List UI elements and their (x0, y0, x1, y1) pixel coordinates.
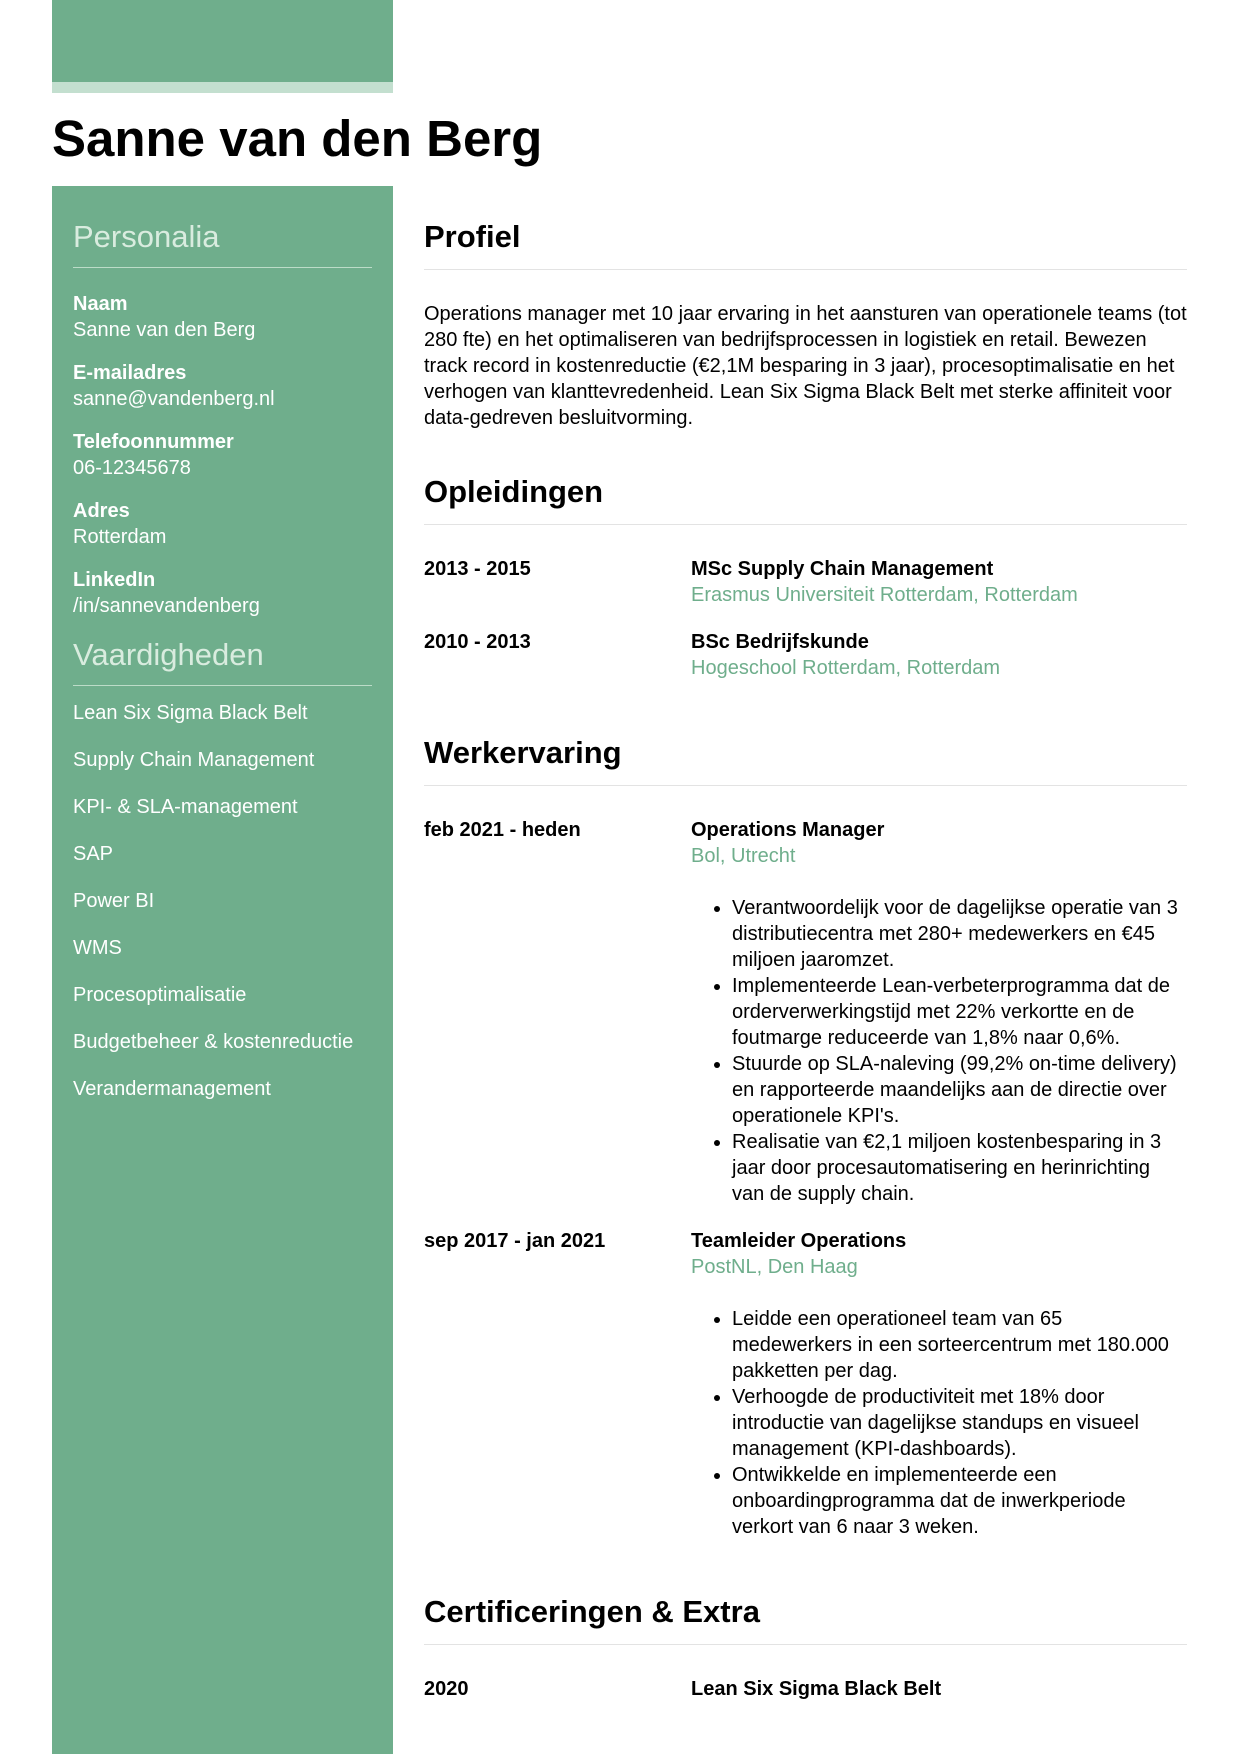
company-name: Bol, Utrecht (691, 845, 796, 867)
achievement-item: • Ontwikkelde en implementeerde een onboardingprogramma dat de inwerkperiode verkort van 6 naar 3 weken. (732, 1462, 1187, 1540)
achievement-item: • Stuurde op SLA-naleving (99,2% on-time delivery) en rapporteerde maandelijks aan de directie over operationele KPI's. (732, 1051, 1187, 1129)
skill-item: Verandermanagement (73, 1078, 271, 1100)
personal-label: E-mailadres (73, 362, 187, 384)
achievement-list (691, 895, 1187, 1207)
skill-item: KPI- & SLA-management (73, 796, 298, 818)
profile-section (424, 186, 1187, 431)
sidebar (52, 186, 393, 1754)
personal-item-linkedin (73, 567, 372, 619)
job-title: Operations Manager (691, 819, 885, 841)
personal-label: Adres (73, 500, 130, 522)
entry-body (691, 1676, 1187, 1702)
entry-date: feb 2021 - heden (424, 819, 581, 841)
personal-item-phone (73, 429, 372, 481)
header-accent-strip (52, 82, 393, 93)
company-name: PostNL, Den Haag (691, 1256, 858, 1278)
personal-item-address (73, 498, 372, 550)
school-name: Erasmus Universiteit Rotterdam, Rotterdam (691, 584, 1078, 606)
skill-item: Budgetbeheer & kostenreductie (73, 1031, 354, 1053)
experience-section (424, 702, 1187, 1540)
personal-item-name (73, 291, 372, 343)
personal-label: Naam (73, 293, 128, 315)
education-entry (424, 629, 1187, 681)
certification-entry (424, 1676, 1187, 1702)
skills-heading: Vaardigheden (73, 636, 372, 686)
entry-body (691, 556, 1187, 608)
skill-item: Lean Six Sigma Black Belt (73, 702, 308, 724)
entry-body (691, 629, 1187, 681)
profile-heading: Profiel (424, 186, 1187, 270)
certifications-heading: Certificeringen & Extra (424, 1561, 1187, 1645)
skill-item: SAP (73, 843, 114, 865)
skill-item: WMS (73, 937, 122, 959)
personal-label: LinkedIn (73, 569, 156, 591)
personal-label: Telefoonnummer (73, 431, 234, 453)
experience-entry (424, 1228, 1187, 1540)
achievement-item: • Implementeerde Lean-verbeterprogramma dat de orderverwerkingstijd met 22% verkortte en de foutmarge reduceerde van 1,8% naar 0,6%. (732, 973, 1187, 1051)
personal-value: Rotterdam (73, 526, 167, 548)
certifications-section (424, 1561, 1187, 1702)
header-accent-block (52, 0, 393, 82)
achievement-item: • Verhoogde de productiviteit met 18% door introductie van dagelijkse standups en visueel management (KPI-dashboards). (732, 1384, 1187, 1462)
achievement-item: • Verantwoordelijk voor de dagelijkse operatie van 3 distributiecentra met 280+ medewerkers en €45 miljoen jaaromzet. (732, 895, 1187, 973)
degree-title: MSc Supply Chain Management (691, 558, 994, 580)
entry-body (691, 817, 1187, 1207)
personal-value: Sanne van den Berg (73, 319, 256, 341)
achievement-item: • Leidde een operationeel team van 65 medewerkers in een sorteercentrum met 180.000 pakketten per dag. (732, 1306, 1187, 1384)
personal-value: 06-12345678 (73, 457, 191, 479)
candidate-name: Sanne van den Berg (52, 110, 543, 167)
achievement-item: • Realisatie van €2,1 miljoen kostenbesparing in 3 jaar door procesautomatisering en herinrichting van de supply chain. (732, 1129, 1187, 1207)
personal-value: /in/sannevandenberg (73, 595, 260, 617)
personal-item-email (73, 360, 372, 412)
main-content (424, 186, 1187, 1723)
personal-info-list (73, 291, 372, 619)
entry-date: 2010 - 2013 (424, 631, 531, 653)
skill-item: Supply Chain Management (73, 749, 315, 771)
profile-text: Operations manager met 10 jaar ervaring in het aansturen van operationele teams (tot 280 fte) en het optimaliseren van bedrijfsprocessen in logistiek en retail. Bewezen track record in kostenreductie (€2,1M besparing in 3 jaar), procesoptimalisatie en het verhogen van klanttevredenheid. Lean Six Sigma Black Belt met sterke affiniteit voor data-gedreven besluitvorming. (424, 303, 1187, 429)
degree-title: BSc Bedrijfskunde (691, 631, 869, 653)
experience-heading: Werkervaring (424, 702, 1187, 786)
job-title: Teamleider Operations (691, 1230, 907, 1252)
education-section (424, 441, 1187, 681)
personal-value: sanne@vandenberg.nl (73, 388, 275, 410)
entry-date: 2020 (424, 1678, 469, 1700)
school-name: Hogeschool Rotterdam, Rotterdam (691, 657, 1001, 679)
skills-list (73, 700, 372, 1102)
achievement-list (691, 1306, 1187, 1540)
skill-item: Procesoptimalisatie (73, 984, 247, 1006)
entry-body (691, 1228, 1187, 1540)
certification-title: Lean Six Sigma Black Belt (691, 1678, 942, 1700)
entry-date: sep 2017 - jan 2021 (424, 1230, 606, 1252)
education-heading: Opleidingen (424, 441, 1187, 525)
experience-entry (424, 817, 1187, 1207)
personalia-heading: Personalia (73, 218, 372, 268)
entry-date: 2013 - 2015 (424, 558, 531, 580)
skill-item: Power BI (73, 890, 155, 912)
education-entry (424, 556, 1187, 608)
